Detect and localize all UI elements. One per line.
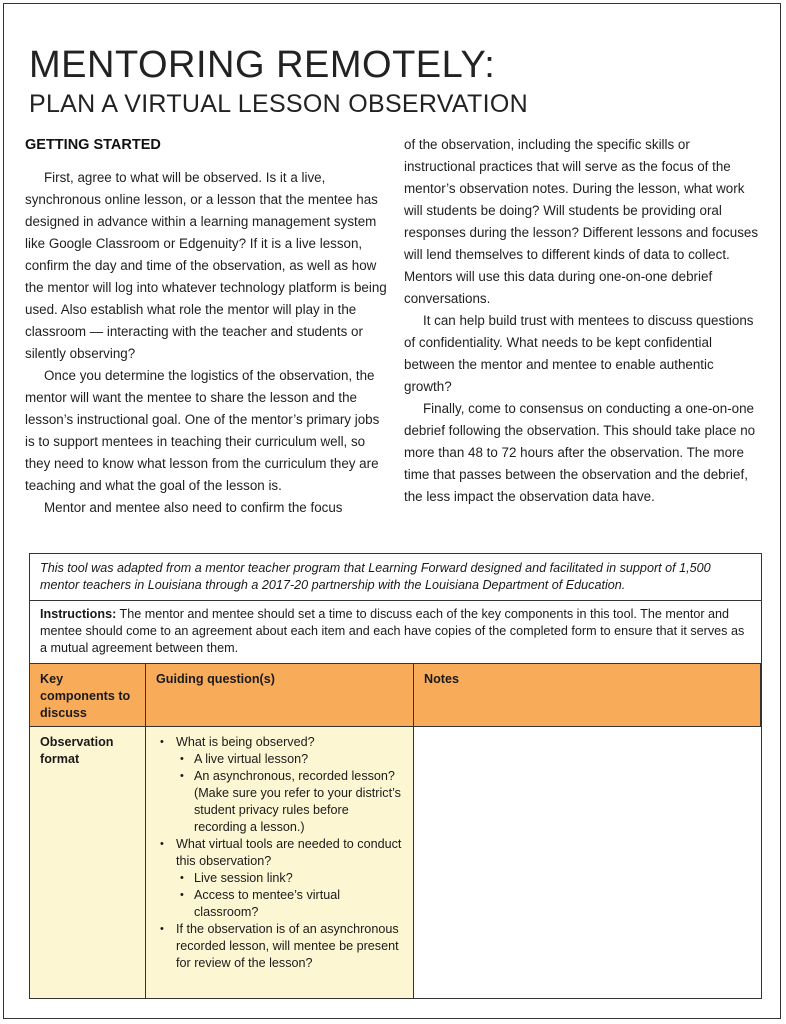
paragraph: First, agree to what will be observed. Is it a live, synchronous online lesson, or a lesson that the mentee has designed in advance within a learning management system like Google Classroom or Edgenuity? If it is a live lesson, confirm the day and time of the observation, as well as how the mentor will log into whatever technology platform is being used. Also establish what role the mentor will play in the classroom — interacting with the teacher and students or silently observing? bbox=[25, 170, 387, 361]
page-subtitle: PLAN A VIRTUAL LESSON OBSERVATION bbox=[29, 90, 528, 118]
sub-question-list bbox=[176, 870, 403, 921]
list-item bbox=[156, 734, 403, 836]
instructions-label: Instructions: bbox=[40, 607, 117, 621]
question-text: What is being observed? bbox=[176, 735, 315, 749]
list-item: • Live session link? bbox=[176, 870, 403, 887]
column-header-questions: Guiding question(s) bbox=[146, 664, 414, 727]
section-heading: GETTING STARTED bbox=[25, 137, 161, 153]
instructions-text: The mentor and mentee should set a time to discuss each of the key components in this tool. The mentor and mentee should come to an agreement about each item and each have copies of the completed form to ensure that it serves as a mutual agreement between them. bbox=[40, 607, 745, 655]
page-title: MENTORING REMOTELY: bbox=[29, 44, 496, 86]
paragraph: It can help build trust with mentees to discuss questions of confidentiality. What needs to be kept confidential between the mentor and mentee to enable authentic growth? bbox=[404, 313, 754, 394]
table-grid bbox=[30, 664, 761, 998]
observation-tool-table bbox=[29, 553, 762, 999]
row-component-label: Observation format bbox=[30, 727, 146, 998]
paragraph: Mentor and mentee also need to confirm the focus bbox=[44, 500, 343, 515]
question-text: What virtual tools are needed to conduct this observation? bbox=[176, 837, 402, 868]
list-item: • An asynchronous, recorded lesson? (Make sure you refer to your district’s student privacy rules before recording a lesson.) bbox=[176, 768, 403, 836]
page-frame bbox=[3, 3, 781, 1019]
paragraph: of the observation, including the specific skills or instructional practices that will serve as the focus of the mentor’s observation notes. During the lesson, what work will students be doing? Will students be providing oral responses during the lesson? Different lessons and focuses will lend themselves to different kinds of data to collect. Mentors will use this data during one-on-one debrief conversations. bbox=[404, 137, 759, 306]
article-right-column bbox=[404, 134, 764, 508]
question-list bbox=[156, 734, 403, 972]
row-guiding-questions bbox=[146, 727, 414, 998]
list-item bbox=[156, 836, 403, 921]
paragraph: Once you determine the logistics of the observation, the mentor will want the mentee to share the lesson and the lesson’s instructional goal. One of the mentor’s primary jobs is to support mentees in teaching their curriculum well, so they need to know what lesson from the curriculum they are teaching and what the goal of the lesson is. bbox=[25, 368, 380, 493]
tool-instructions bbox=[30, 601, 761, 664]
sub-question-list bbox=[176, 751, 403, 836]
paragraph: Finally, come to consensus on conducting a one-on-one debrief following the observation. This should take place no more than 48 to 72 hours after the observation. The more time that passes between the observation and the debrief, the less impact the observation data have. bbox=[404, 401, 756, 504]
row-notes-field[interactable] bbox=[414, 727, 761, 998]
list-item: • A live virtual lesson? bbox=[176, 751, 403, 768]
list-item: • If the observation is of an asynchronous recorded lesson, will mentee be present for review of the lesson? bbox=[156, 921, 403, 972]
tool-source-note: This tool was adapted from a mentor teacher program that Learning Forward designed and facilitated in support of 1,500 mentor teachers in Louisiana through a 2017-20 partnership with the Louisiana Department of Education. bbox=[30, 554, 761, 601]
column-header-components: Key components to discuss bbox=[30, 664, 146, 727]
list-item: • Access to mentee’s virtual classroom? bbox=[176, 887, 403, 921]
column-header-notes: Notes bbox=[414, 664, 761, 727]
article-left-column bbox=[25, 167, 390, 519]
